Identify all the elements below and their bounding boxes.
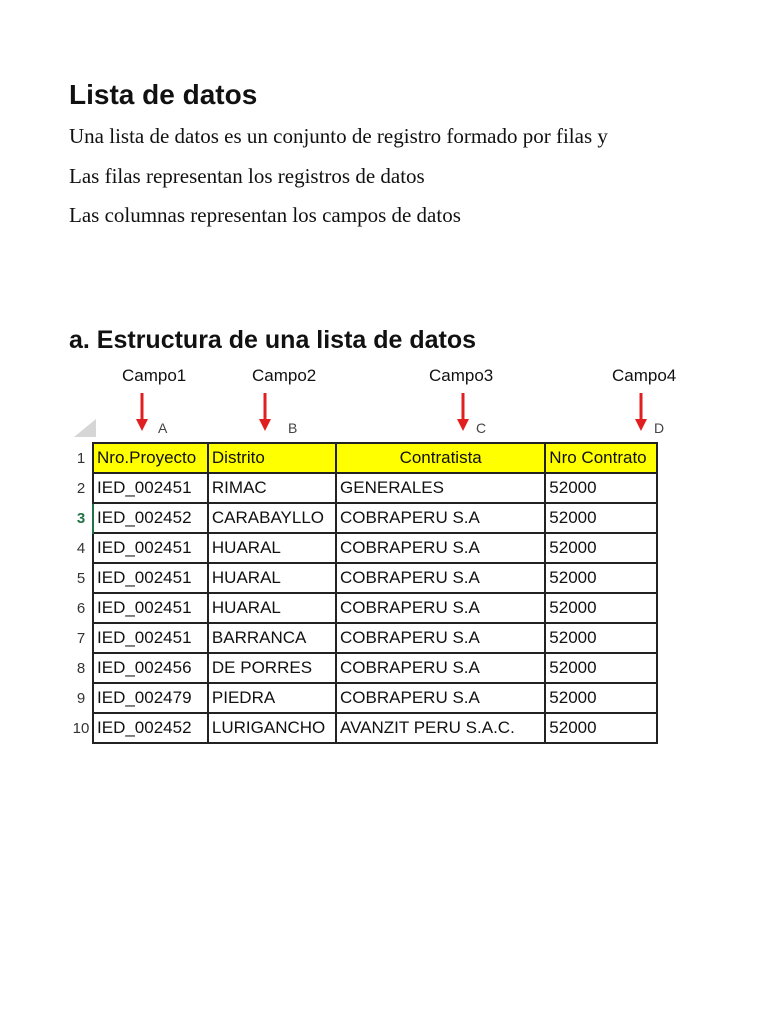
header-cell[interactable]: Nro Contrato: [545, 443, 657, 473]
down-arrow-icon: [457, 393, 469, 433]
table-cell[interactable]: 52000: [545, 653, 657, 683]
table-cell[interactable]: COBRAPERU S.A: [336, 623, 545, 653]
table-cell[interactable]: IED_002451: [93, 473, 208, 503]
page-title: Lista de datos: [69, 79, 258, 110]
table-cell[interactable]: 52000: [545, 503, 657, 533]
table-cell[interactable]: 52000: [545, 533, 657, 563]
down-arrow-icon: [259, 393, 271, 433]
table-cell[interactable]: 52000: [545, 563, 657, 593]
table-cell[interactable]: IED_002451: [93, 593, 208, 623]
header-cell[interactable]: Contratista: [336, 443, 545, 473]
table-cell[interactable]: COBRAPERU S.A: [336, 503, 545, 533]
table-row: [70, 473, 657, 503]
table-cell[interactable]: COBRAPERU S.A: [336, 683, 545, 713]
table-cell[interactable]: IED_002451: [93, 563, 208, 593]
section-subtitle: a. Estructura de una lista de datos: [69, 326, 477, 354]
table-row: [70, 713, 657, 743]
row-number[interactable]: 7: [76, 629, 86, 647]
row-number[interactable]: 5: [76, 569, 86, 587]
down-arrow-icon: [136, 393, 148, 433]
table-cell[interactable]: COBRAPERU S.A: [336, 533, 545, 563]
table-cell[interactable]: 52000: [545, 683, 657, 713]
table-row: [70, 563, 657, 593]
table-cell[interactable]: BARRANCA: [208, 623, 336, 653]
table-cell[interactable]: CARABAYLLO: [208, 503, 336, 533]
table-cell[interactable]: IED_002452: [93, 713, 208, 743]
spreadsheet-image: [70, 366, 677, 746]
table-cell[interactable]: HUARAL: [208, 533, 336, 563]
table-cell[interactable]: IED_002451: [93, 623, 208, 653]
down-arrow-icon: [635, 393, 647, 433]
table-cell[interactable]: HUARAL: [208, 593, 336, 623]
paragraph-rows: Las filas representan los registros de datos: [69, 164, 425, 188]
row-number[interactable]: 9: [76, 689, 86, 707]
table-cell[interactable]: HUARAL: [208, 563, 336, 593]
field-label-4: Campo4: [612, 366, 677, 385]
table-cell[interactable]: 52000: [545, 593, 657, 623]
row-number-active[interactable]: 3: [70, 503, 93, 533]
data-table: [70, 442, 658, 744]
column-header-c[interactable]: C: [476, 420, 487, 436]
table-cell[interactable]: GENERALES: [336, 473, 545, 503]
table-row: [70, 683, 657, 713]
select-all-corner[interactable]: [74, 419, 96, 437]
table-cell[interactable]: PIEDRA: [208, 683, 336, 713]
row-number[interactable]: 1: [76, 449, 86, 467]
table-header-row: [70, 443, 657, 473]
row-number[interactable]: 6: [76, 599, 86, 617]
table-row: [70, 503, 657, 533]
column-header-d[interactable]: D: [654, 420, 665, 436]
field-label-1: Campo1: [122, 366, 187, 385]
row-number[interactable]: 10: [72, 719, 90, 737]
table-cell[interactable]: 52000: [545, 713, 657, 743]
table-row: [70, 593, 657, 623]
row-number[interactable]: 4: [76, 539, 86, 557]
table-cell[interactable]: COBRAPERU S.A: [336, 563, 545, 593]
field-label-2: Campo2: [252, 366, 317, 385]
table-cell[interactable]: RIMAC: [208, 473, 336, 503]
table-row: [70, 623, 657, 653]
table-cell[interactable]: COBRAPERU S.A: [336, 593, 545, 623]
table-cell[interactable]: IED_002456: [93, 653, 208, 683]
row-number[interactable]: 8: [76, 659, 86, 677]
header-cell[interactable]: Nro.Proyecto: [93, 443, 208, 473]
table-cell[interactable]: DE PORRES: [208, 653, 336, 683]
table-cell[interactable]: LURIGANCHO: [208, 713, 336, 743]
table-cell[interactable]: AVANZIT PERU S.A.C.: [336, 713, 545, 743]
table-cell[interactable]: IED_002451: [93, 533, 208, 563]
table-row: [70, 653, 657, 683]
table-cell[interactable]: COBRAPERU S.A: [336, 653, 545, 683]
column-header-a[interactable]: A: [158, 420, 168, 436]
column-header-b[interactable]: B: [288, 420, 298, 436]
paragraph-columns: Las columnas representan los campos de datos: [69, 203, 461, 227]
field-label-3: Campo3: [429, 366, 494, 385]
paragraph-definition: Una lista de datos es un conjunto de registro formado por filas y: [69, 124, 608, 148]
header-cell[interactable]: Distrito: [208, 443, 336, 473]
table-cell[interactable]: IED_002452: [93, 503, 208, 533]
table-cell[interactable]: IED_002479: [93, 683, 208, 713]
table-cell[interactable]: 52000: [545, 623, 657, 653]
row-number[interactable]: 2: [76, 479, 86, 497]
table-row: [70, 533, 657, 563]
table-cell[interactable]: 52000: [545, 473, 657, 503]
